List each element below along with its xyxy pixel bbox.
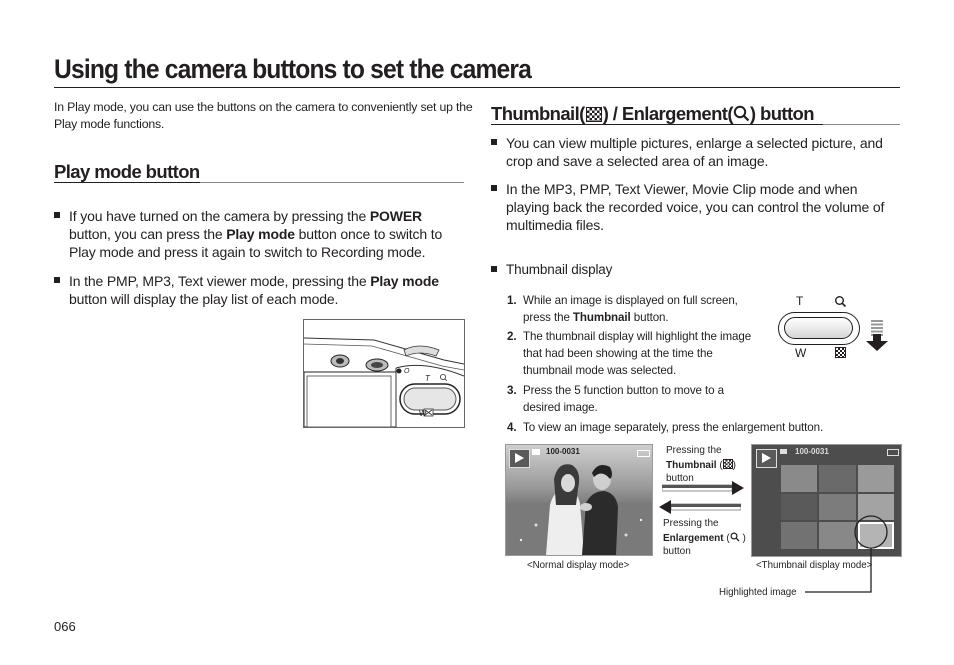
play-mode-heading-rule <box>200 182 464 183</box>
thumbnail-bullet-1: You can view multiple pictures, enlarge a selected picture, and crop and save a selected area of an image. <box>506 134 902 170</box>
file-number-thumb: 100-0031 <box>795 447 829 456</box>
bullet-square-icon <box>54 277 60 283</box>
bullet-square-icon <box>491 266 497 272</box>
play-mode-bullet-1: If you have turned on the camera by pressing the POWER button, you can press the Play mode button once to switch to Play mode and press it again to switch to Recording mode. <box>69 207 464 261</box>
play-mode-icon <box>509 449 530 468</box>
play-mode-icon <box>756 449 777 468</box>
pressing-enlargement-note: Pressing the Enlargement ( ) button <box>663 518 746 557</box>
play-mode-bullet-2: In the PMP, MP3, Text viewer mode, pressing the Play mode button will display the play list of each mode. <box>69 272 464 308</box>
magnifier-small-icon <box>730 532 740 542</box>
arrow-down-icon <box>865 334 889 351</box>
caption-thumbnail-display: <Thumbnail display mode> <box>756 560 873 571</box>
camera-top-drawing <box>304 320 464 427</box>
step-1: 1. While an image is displayed on full screen, press the Thumbnail button. <box>507 294 738 324</box>
thumbnail-small-icon <box>723 459 733 469</box>
thumbnail-enlargement-heading: Thumbnail( ) / Enlargement( ) button <box>491 103 814 124</box>
thumbnail-bullet-2: In the MP3, PMP, Text Viewer, Movie Clip mode and when playing back the recorded voice, you can control the volume of multimedia files. <box>506 180 902 234</box>
camera-illustration <box>303 319 465 428</box>
file-number-normal: 100-0031 <box>546 447 580 456</box>
highlighted-image-label: Highlighted image <box>719 587 797 598</box>
step-2: 2. The thumbnail display will highlight the image that had been showing at the time the thumbnail mode was selected. <box>507 330 752 377</box>
caption-normal-display: <Normal display mode> <box>527 560 630 571</box>
zoom-rocker <box>784 317 853 339</box>
bullet-square-icon <box>491 185 497 191</box>
camera-label-o: O <box>404 368 410 375</box>
arrow-right-icon <box>662 481 744 495</box>
title-rule <box>54 87 900 88</box>
thumbnail-icon <box>586 107 602 122</box>
bullet-square-icon <box>491 139 497 145</box>
magnifier-icon <box>733 105 750 122</box>
step-3: 3. Press the 5 function button to move to a desired image. <box>507 384 724 414</box>
camera-label-t: T <box>425 374 430 383</box>
arrow-left-icon <box>659 500 741 514</box>
thumbnail-heading-rule <box>823 124 900 125</box>
play-mode-heading: Play mode button <box>54 161 200 182</box>
zoom-button-outline <box>778 312 860 345</box>
pressing-thumbnail-note: Pressing the Thumbnail ( ) button <box>666 445 737 484</box>
zoom-label-w: W <box>795 346 807 360</box>
thumbnail-display-subheading: Thumbnail display <box>506 261 706 279</box>
thumbnail-heading-underline <box>491 124 823 125</box>
zoom-label-t: T <box>796 294 804 308</box>
thumbnail-cell <box>819 465 855 492</box>
intro-text: In Play mode, you can use the buttons on the camera to conveniently set up the Play mode functions. <box>54 100 473 131</box>
page-title: Using the camera buttons to set the camera <box>54 54 532 84</box>
highlight-callout <box>800 515 900 600</box>
image-size-icon <box>532 449 540 455</box>
page-number: 066 <box>54 619 76 634</box>
normal-display-screen <box>505 444 653 556</box>
bullet-square-icon <box>54 212 60 218</box>
zoom-magnifier-icon <box>834 295 847 308</box>
battery-icon <box>637 450 650 457</box>
image-size-icon <box>780 449 787 454</box>
battery-icon <box>887 449 899 456</box>
step-4: 4. To view an image separately, press the enlargement button. <box>507 421 824 434</box>
camera-label-w: W <box>419 409 427 418</box>
play-mode-heading-underline <box>54 182 200 183</box>
thumbnail-cell <box>858 465 894 492</box>
thumbnail-cell <box>781 465 817 492</box>
zoom-thumbnail-icon <box>835 347 846 358</box>
